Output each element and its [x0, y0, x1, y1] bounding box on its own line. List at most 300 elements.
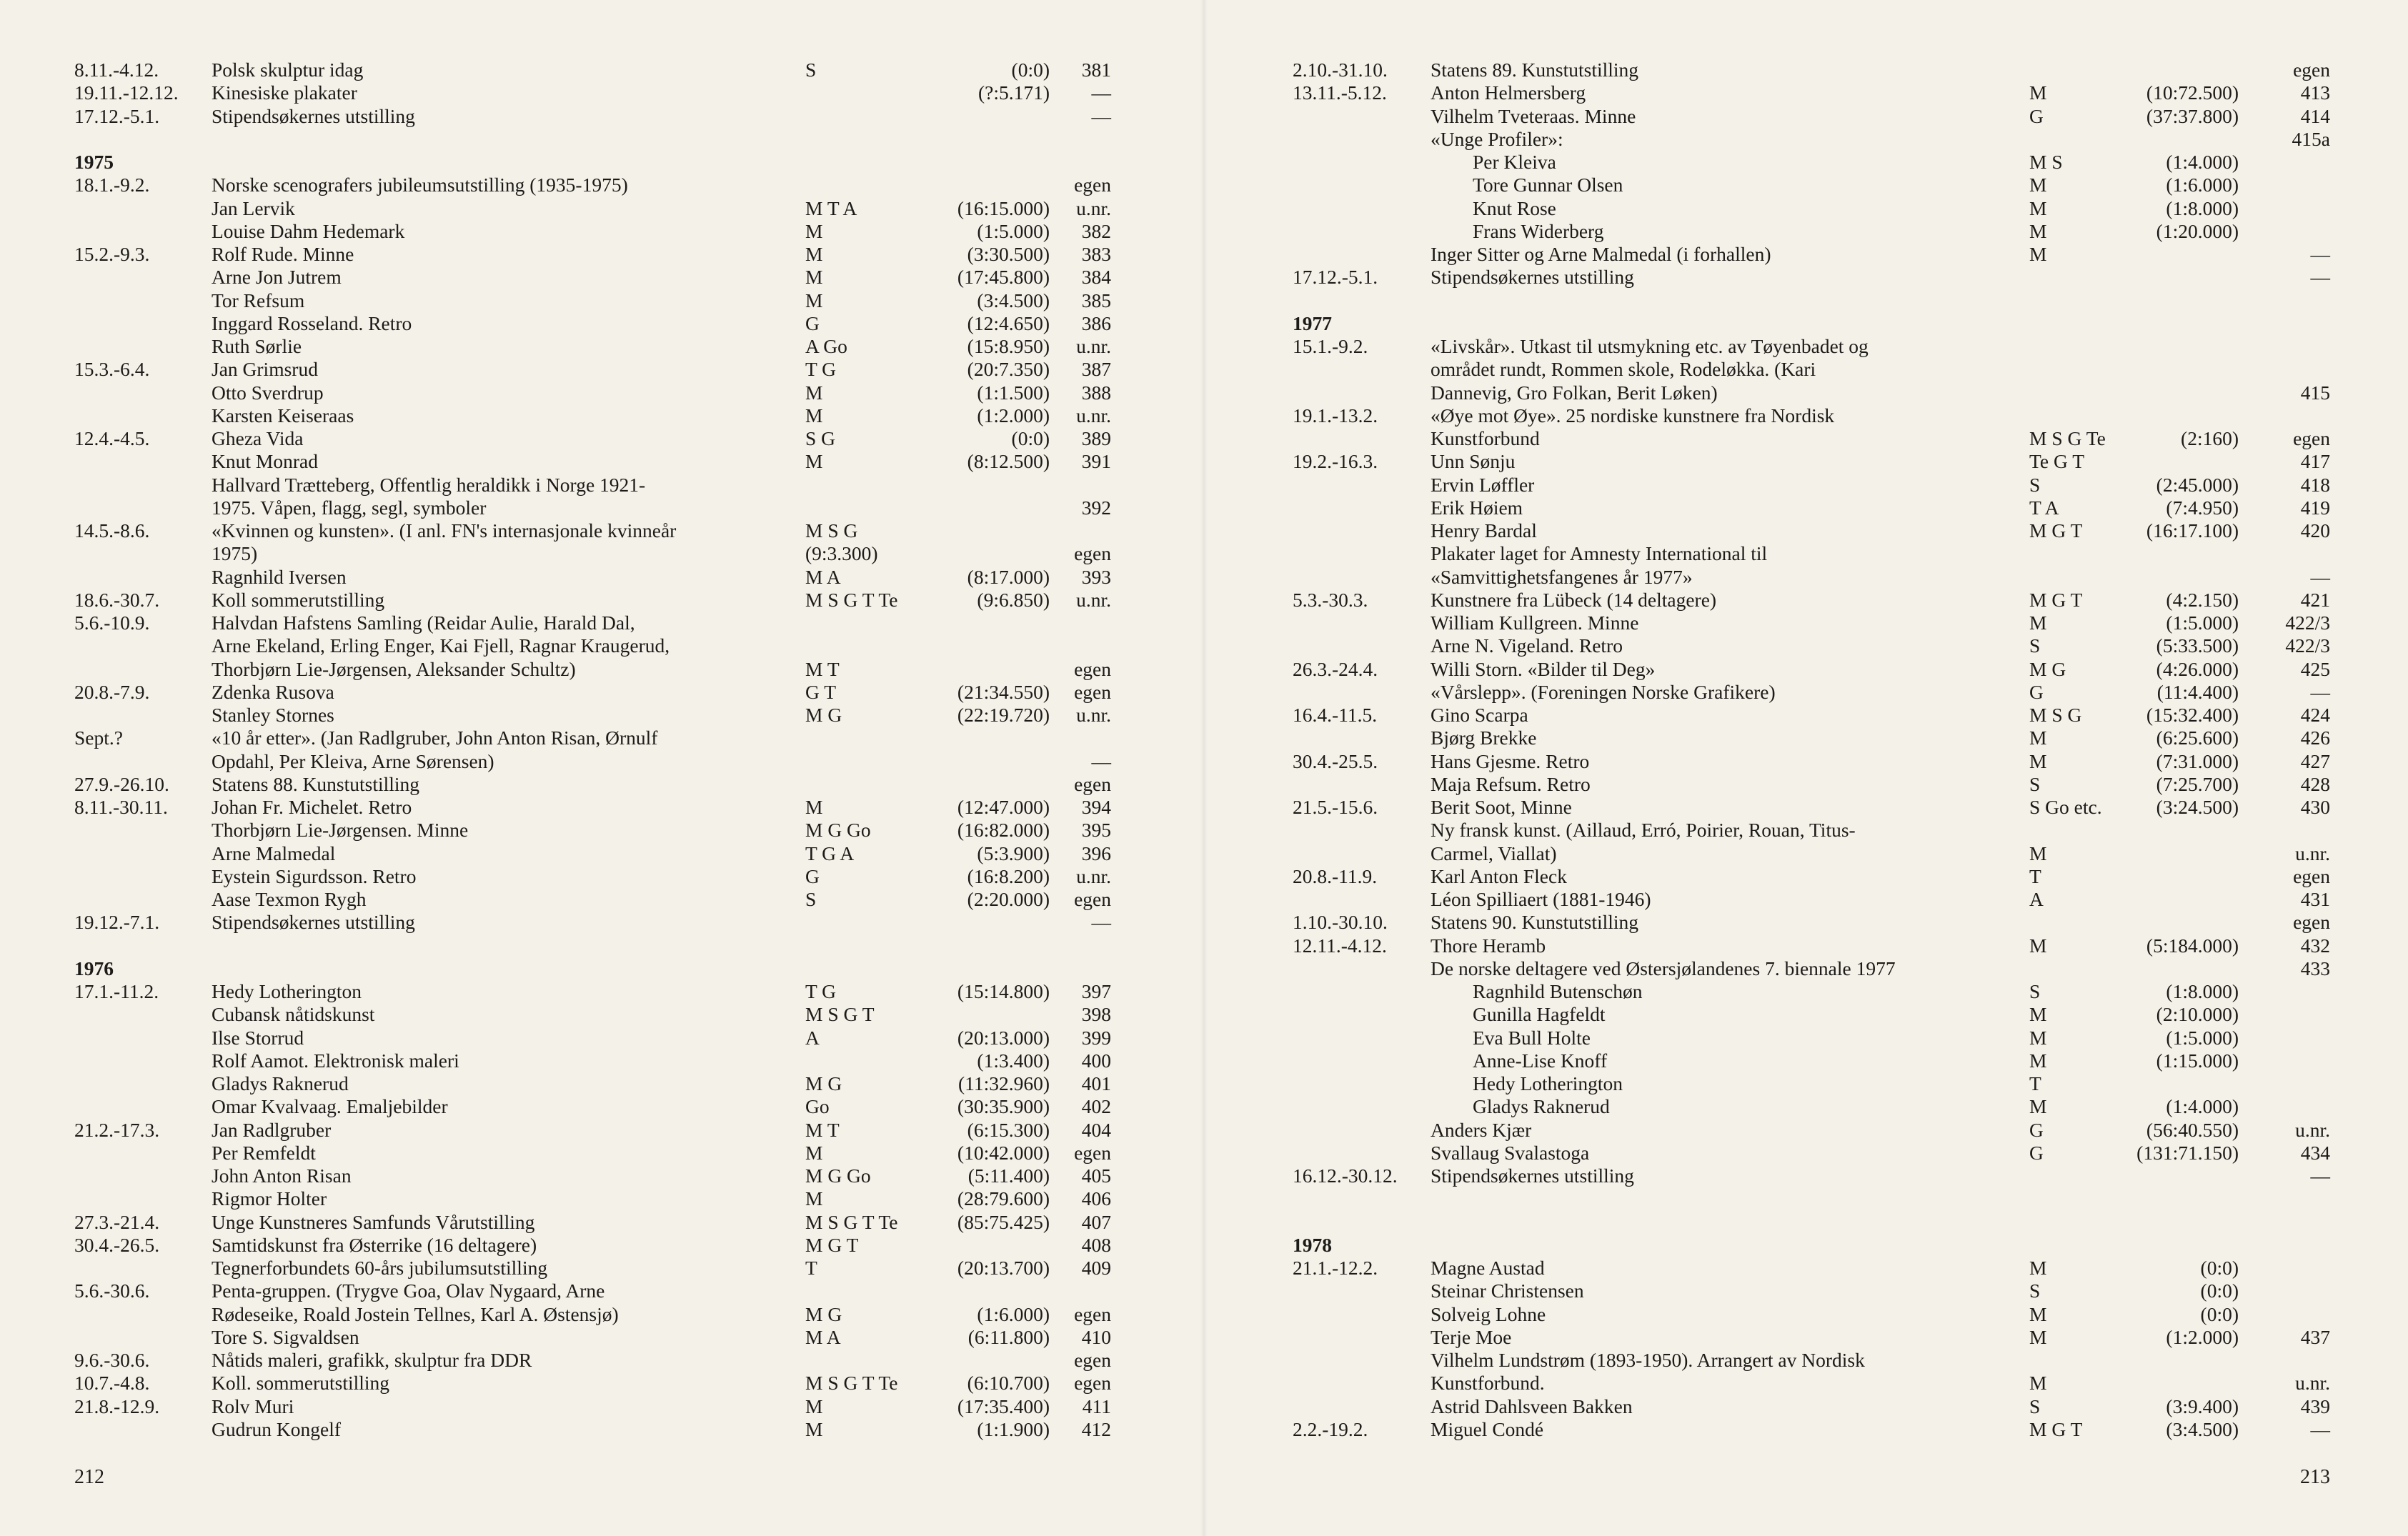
catalog-number-cell: 422/3 — [2285, 612, 2330, 634]
title-cell: Maja Refsum. Retro — [1431, 772, 1591, 795]
catalog-number-cell: — — [2310, 266, 2330, 289]
title-cell: Omar Kvalvaag. Emaljebilder — [212, 1095, 448, 1118]
catalog-number-cell: — — [2310, 565, 2330, 588]
exhibition-row — [0, 842, 1204, 865]
title-cell: Gheza Vida — [212, 427, 304, 449]
exhibition-row — [0, 312, 1204, 335]
count-cell: (11:4.400) — [2156, 680, 2239, 703]
technique-cell: A Go — [805, 335, 847, 357]
title-cell: Terje Moe — [1431, 1325, 1512, 1348]
exhibition-row — [1204, 773, 2408, 796]
count-cell: (2:10.000) — [2156, 1003, 2239, 1026]
page-number-left: 212 — [74, 1466, 104, 1488]
count-cell: (1:1.900) — [977, 1417, 1050, 1440]
catalog-number-cell: 387 — [1081, 358, 1111, 381]
title-cell: Thorbjørn Lie-Jørgensen, Aleksander Schultz) — [212, 657, 576, 680]
count-cell: (8:17.000) — [967, 565, 1050, 588]
date-cell: Sept.? — [74, 727, 123, 749]
exhibition-row — [1204, 358, 2408, 381]
title-cell: Ilse Storrud — [212, 1026, 304, 1049]
exhibition-row — [1204, 81, 2408, 104]
exhibition-row — [0, 980, 1204, 1003]
exhibition-row — [1204, 266, 2408, 289]
exhibition-row — [1204, 1119, 2408, 1142]
technique-cell: M — [2029, 1257, 2047, 1279]
count-cell: (10:72.500) — [2146, 81, 2239, 104]
date-cell: 1977 — [1293, 311, 1332, 334]
exhibition-row — [1204, 497, 2408, 519]
technique-cell: M — [805, 404, 823, 427]
title-cell: Halvdan Hafstens Samling (Reidar Aulie, Harald Dal, — [212, 612, 635, 634]
exhibition-row — [1204, 151, 2408, 174]
title-cell: Plakater laget for Amnesty International til — [1431, 542, 1768, 565]
exhibition-row — [0, 1395, 1204, 1418]
title-cell: «Øye mot Øye». 25 nordiske kunstnere fra Nordisk — [1431, 404, 1835, 427]
title-cell: Unge Kunstneres Samfunds Vårutstilling — [212, 1210, 535, 1233]
technique-cell: G — [2029, 1141, 2044, 1164]
catalog-number-cell: — — [2310, 243, 2330, 265]
count-cell: (1:4.000) — [2166, 1095, 2239, 1118]
exhibition-row — [1204, 704, 2408, 727]
title-cell: Samtidskunst fra Østerrike (16 deltagere) — [212, 1233, 537, 1256]
technique-cell: M — [2029, 1049, 2047, 1072]
count-cell: (4:26.000) — [2156, 657, 2239, 680]
exhibition-row — [1204, 681, 2408, 704]
technique-cell: T G — [805, 980, 837, 1002]
exhibition-row — [0, 681, 1204, 704]
title-cell: Hedy Lotherington — [1473, 1072, 1623, 1094]
exhibition-row — [1204, 957, 2408, 980]
exhibition-row — [0, 243, 1204, 266]
exhibition-row — [1204, 589, 2408, 612]
catalog-number-cell: 385 — [1081, 289, 1111, 311]
count-cell: (1:5.000) — [977, 219, 1050, 242]
exhibition-row — [1204, 427, 2408, 450]
technique-cell: G — [2029, 1118, 2044, 1141]
exhibition-row — [1204, 1326, 2408, 1349]
title-cell: Stipendsøkernes utstilling — [1431, 1165, 1634, 1187]
title-cell: Gudrun Kongelf — [212, 1417, 342, 1440]
exhibition-row — [0, 81, 1204, 104]
title-cell: «Samvittighetsfangenes år 1977» — [1431, 565, 1693, 588]
catalog-number-cell: 381 — [1081, 59, 1111, 81]
count-cell: (20:13.700) — [957, 1257, 1050, 1279]
catalog-number-cell: egen — [1074, 888, 1111, 910]
technique-cell: M — [2029, 1325, 2047, 1348]
date-cell: 1978 — [1293, 1233, 1332, 1256]
title-cell: Kunstnere fra Lübeck (14 deltagere) — [1431, 588, 1717, 611]
title-cell: Hans Gjesme. Retro — [1431, 749, 1590, 772]
technique-cell: S — [2029, 772, 2041, 795]
catalog-number-cell: 411 — [1082, 1395, 1111, 1417]
exhibition-row — [0, 750, 1204, 773]
count-cell: (5:11.400) — [967, 1165, 1050, 1187]
title-cell: Jan Radlgruber — [212, 1118, 332, 1141]
date-cell: 21.5.-15.6. — [1293, 796, 1378, 818]
exhibition-row — [1204, 980, 2408, 1003]
exhibition-row — [1204, 612, 2408, 634]
technique-cell: M — [2029, 727, 2047, 749]
count-cell: (16:82.000) — [957, 819, 1050, 842]
date-cell: 12.11.-4.12. — [1293, 934, 1387, 957]
title-cell: Steinar Christensen — [1431, 1280, 1584, 1302]
title-cell: Anders Kjær — [1431, 1118, 1532, 1141]
catalog-number-cell: 415 — [2300, 381, 2330, 404]
catalog-number-cell: 425 — [2300, 657, 2330, 680]
technique-cell: M S G Te — [2029, 427, 2106, 449]
exhibition-row — [1204, 819, 2408, 842]
technique-cell: M A — [805, 1325, 841, 1348]
catalog-number-cell: 399 — [1081, 1026, 1111, 1049]
technique-cell: S — [2029, 473, 2041, 496]
year-heading — [0, 151, 1204, 174]
catalog-number-cell: 396 — [1081, 842, 1111, 864]
technique-cell: M T A — [805, 196, 857, 219]
catalog-number-cell: 388 — [1081, 381, 1111, 404]
title-cell: Stipendsøkernes utstilling — [212, 911, 415, 934]
title-cell: Ruth Sørlie — [212, 335, 302, 357]
count-cell: (2:45.000) — [2156, 473, 2239, 496]
count-cell: (3:4.500) — [977, 289, 1050, 311]
title-cell: Vilhelm Lundstrøm (1893-1950). Arrangert av Nordisk — [1431, 1349, 1865, 1371]
exhibition-row — [0, 819, 1204, 842]
title-cell: Rødeseike, Roald Jostein Tellnes, Karl A. Østensjø) — [212, 1302, 619, 1325]
title-cell: Jan Grimsrud — [212, 358, 318, 381]
title-cell: Statens 88. Kunstutstilling — [212, 772, 420, 795]
technique-cell: M G — [805, 704, 842, 726]
exhibition-row — [1204, 888, 2408, 911]
count-cell: (1:4.000) — [2166, 151, 2239, 173]
exhibition-row — [1204, 1027, 2408, 1049]
exhibition-row — [1204, 1372, 2408, 1395]
exhibition-row — [1204, 381, 2408, 404]
title-cell: 1975) — [212, 542, 258, 565]
catalog-number-cell: egen — [2293, 59, 2330, 81]
count-cell: (1:5.000) — [2166, 1026, 2239, 1049]
technique-cell: M — [805, 219, 823, 242]
technique-cell: M — [2029, 749, 2047, 772]
technique-cell: M S G T Te — [805, 588, 898, 611]
exhibition-row — [0, 1211, 1204, 1234]
title-cell: Gunilla Hagfeldt — [1473, 1003, 1606, 1026]
title-cell: Karl Anton Fleck — [1431, 864, 1567, 887]
technique-cell: S Go etc. — [2029, 796, 2102, 818]
title-cell: Miguel Condé — [1431, 1417, 1544, 1440]
date-cell: 18.6.-30.7. — [74, 588, 160, 611]
catalog-number-cell: u.nr. — [2295, 1118, 2330, 1141]
catalog-number-cell: 421 — [2300, 588, 2330, 611]
date-cell: 21.2.-17.3. — [74, 1118, 160, 1141]
date-cell: 30.4.-25.5. — [1293, 749, 1378, 772]
catalog-number-cell: 401 — [1081, 1072, 1111, 1094]
technique-cell: M S G — [805, 519, 858, 542]
date-cell: 8.11.-4.12. — [74, 59, 159, 81]
technique-cell: G — [805, 864, 820, 887]
exhibition-row — [1204, 796, 2408, 819]
exhibition-row — [0, 450, 1204, 473]
exhibition-row — [0, 474, 1204, 497]
catalog-number-cell: u.nr. — [1076, 864, 1111, 887]
title-cell: området rundt, Rommen skole, Rodeløkka. (Kari — [1431, 358, 1816, 381]
catalog-number-cell: egen — [1074, 1349, 1111, 1371]
exhibition-row — [1204, 128, 2408, 151]
title-cell: Koll. sommerutstilling — [212, 1372, 390, 1395]
date-cell: 17.12.-5.1. — [74, 104, 160, 127]
exhibition-row — [1204, 197, 2408, 220]
title-cell: Jan Lervik — [212, 196, 295, 219]
catalog-number-cell: egen — [1074, 1302, 1111, 1325]
exhibition-row — [1204, 404, 2408, 427]
count-cell: (56:40.550) — [2146, 1118, 2239, 1141]
count-cell: (8:12.500) — [967, 450, 1050, 473]
count-cell: (15:32.400) — [2146, 704, 2239, 726]
title-cell: Kinesiske plakater — [212, 81, 357, 104]
catalog-number-cell: 426 — [2300, 727, 2330, 749]
title-cell: Eystein Sigurdsson. Retro — [212, 864, 417, 887]
catalog-number-cell: 434 — [2300, 1141, 2330, 1164]
catalog-number-cell: u.nr. — [1076, 404, 1111, 427]
technique-cell: S — [805, 888, 817, 910]
title-cell: Tegnerforbundets 60-års jubilumsutstilling — [212, 1257, 548, 1279]
catalog-number-cell: 414 — [2300, 104, 2330, 127]
exhibition-row — [0, 612, 1204, 634]
title-cell: Stipendsøkernes utstilling — [212, 104, 415, 127]
technique-cell: M — [805, 1141, 823, 1164]
technique-cell: S — [2029, 634, 2041, 657]
exhibition-row — [1204, 842, 2408, 865]
title-cell: Rigmor Holter — [212, 1187, 327, 1210]
exhibition-row — [1204, 474, 2408, 497]
title-cell: «Vårslepp». (Foreningen Norske Grafikere) — [1431, 680, 1776, 703]
exhibition-row — [0, 566, 1204, 589]
count-cell: (2:20.000) — [967, 888, 1050, 910]
technique-cell: M T — [805, 1118, 840, 1141]
catalog-number-cell: 410 — [1081, 1325, 1111, 1348]
title-cell: Arne Jon Jutrem — [212, 266, 342, 289]
title-cell: John Anton Risan — [212, 1165, 352, 1187]
catalog-number-cell: 413 — [2300, 81, 2330, 104]
technique-cell: S G — [805, 427, 836, 449]
exhibition-row — [0, 704, 1204, 727]
count-cell: (15:8.950) — [967, 335, 1050, 357]
count-cell: (6:15.300) — [967, 1118, 1050, 1141]
title-cell: De norske deltagere ved Østersjølandenes 7. biennale 1977 — [1431, 957, 1896, 979]
catalog-number-cell: 404 — [1081, 1118, 1111, 1141]
title-cell: Per Kleiva — [1473, 151, 1556, 173]
count-cell: (21:34.550) — [957, 680, 1050, 703]
technique-cell: S — [805, 59, 817, 81]
technique-cell: M — [2029, 842, 2047, 864]
title-cell: Stipendsøkernes utstilling — [1431, 266, 1634, 289]
exhibition-row — [1204, 59, 2408, 81]
date-cell: 10.7.-4.8. — [74, 1372, 150, 1395]
count-cell: (10:42.000) — [957, 1141, 1050, 1164]
catalog-number-cell: 407 — [1081, 1210, 1111, 1233]
date-cell: 19.2.-16.3. — [1293, 450, 1378, 473]
catalog-number-cell: 391 — [1081, 450, 1111, 473]
catalog-number-cell: — — [2310, 680, 2330, 703]
count-cell: (0:0) — [1011, 427, 1050, 449]
exhibition-row — [1204, 934, 2408, 957]
technique-cell: M — [2029, 934, 2047, 957]
date-cell: 15.3.-6.4. — [74, 358, 150, 381]
count-cell: (22:19.720) — [957, 704, 1050, 726]
title-cell: Arne Malmedal — [212, 842, 336, 864]
title-cell: Arne N. Vigeland. Retro — [1431, 634, 1623, 657]
catalog-number-cell: 398 — [1081, 1003, 1111, 1026]
exhibition-row — [0, 888, 1204, 911]
count-cell: (3:9.400) — [2166, 1395, 2239, 1417]
technique-cell: G — [805, 311, 820, 334]
catalog-number-cell: egen — [1074, 174, 1111, 196]
exhibition-row — [0, 220, 1204, 243]
exhibition-row — [0, 1303, 1204, 1326]
technique-cell: M — [2029, 1095, 2047, 1118]
exhibition-row — [0, 1372, 1204, 1395]
technique-cell: T — [805, 1257, 817, 1279]
exhibition-row — [0, 1349, 1204, 1372]
title-cell: Ragnhild Iversen — [212, 565, 347, 588]
count-cell: (28:79.600) — [957, 1187, 1050, 1210]
exhibition-row — [1204, 1349, 2408, 1372]
technique-cell: M — [805, 381, 823, 404]
count-cell: (3:30.500) — [967, 243, 1050, 265]
title-cell: Ragnhild Butenschøn — [1473, 980, 1643, 1002]
exhibition-row — [1204, 658, 2408, 681]
technique-cell: M G T — [2029, 1417, 2083, 1440]
exhibition-row — [0, 773, 1204, 796]
catalog-number-cell: 409 — [1081, 1257, 1111, 1279]
exhibition-row — [1204, 289, 2408, 312]
count-cell: (12:47.000) — [957, 796, 1050, 818]
date-cell: 1976 — [74, 957, 114, 979]
exhibition-row — [0, 197, 1204, 220]
catalog-number-cell: 389 — [1081, 427, 1111, 449]
title-cell: Unn Sønju — [1431, 450, 1516, 473]
catalog-number-cell: 417 — [2300, 450, 2330, 473]
title-cell: Henry Bardal — [1431, 519, 1537, 542]
count-cell: (15:14.800) — [957, 980, 1050, 1002]
count-cell: (131:71.150) — [2136, 1141, 2239, 1164]
count-cell: (1:2.000) — [2166, 1325, 2239, 1348]
exhibition-row — [1204, 1395, 2408, 1418]
exhibition-row — [0, 335, 1204, 358]
catalog-number-cell: 415a — [2292, 127, 2330, 150]
technique-cell: M — [2029, 612, 2047, 634]
title-cell: Solveig Lohne — [1431, 1302, 1546, 1325]
exhibition-row — [0, 796, 1204, 819]
exhibition-row — [0, 865, 1204, 888]
technique-cell: M — [2029, 1026, 2047, 1049]
title-cell: «Kvinnen og kunsten». (I anl. FN's internasjonale kvinneår — [212, 519, 677, 542]
catalog-number-cell: — — [2310, 1165, 2330, 1187]
technique-cell: M — [2029, 1003, 2047, 1026]
title-cell: Kunstforbund. — [1431, 1372, 1545, 1395]
catalog-number-cell: egen — [2293, 427, 2330, 449]
title-cell: Johan Fr. Michelet. Retro — [212, 796, 412, 818]
technique-cell: T — [2029, 1072, 2041, 1094]
technique-cell: M — [805, 289, 823, 311]
technique-cell: M S G T — [805, 1003, 875, 1026]
title-cell: Penta-gruppen. (Trygve Goa, Olav Nygaard, Arne — [212, 1280, 605, 1302]
exhibition-row — [1204, 335, 2408, 358]
date-cell: 15.1.-9.2. — [1293, 335, 1368, 357]
catalog-number-cell: 420 — [2300, 519, 2330, 542]
technique-cell: G — [2029, 104, 2044, 127]
exhibition-row — [1204, 727, 2408, 749]
technique-cell: M G — [805, 1302, 842, 1325]
exhibition-row — [1204, 1257, 2408, 1280]
title-cell: Statens 89. Kunstutstilling — [1431, 59, 1639, 81]
title-cell: Gladys Raknerud — [1473, 1095, 1610, 1118]
catalog-number-cell: 406 — [1081, 1187, 1111, 1210]
count-cell: (37:37.800) — [2146, 104, 2239, 127]
exhibition-row — [0, 934, 1204, 957]
count-cell: (6:25.600) — [2156, 727, 2239, 749]
exhibition-row — [0, 105, 1204, 128]
catalog-number-cell: 428 — [2300, 772, 2330, 795]
date-cell: 21.8.-12.9. — [74, 1395, 160, 1417]
exhibition-row — [0, 589, 1204, 612]
technique-cell: T G — [805, 358, 837, 381]
title-cell: Tor Refsum — [212, 289, 305, 311]
exhibition-row — [0, 1119, 1204, 1142]
count-cell: (5:3.900) — [977, 842, 1050, 864]
exhibition-row — [0, 634, 1204, 657]
date-cell: 27.9.-26.10. — [74, 772, 169, 795]
catalog-number-cell: 394 — [1081, 796, 1111, 818]
date-cell: 21.1.-12.2. — [1293, 1257, 1378, 1279]
title-cell: Erik Høiem — [1431, 496, 1523, 519]
exhibition-row — [1204, 1303, 2408, 1326]
title-cell: Inger Sitter og Arne Malmedal (i forhallen) — [1431, 243, 1771, 265]
technique-cell: M G Go — [805, 1165, 871, 1187]
catalog-number-cell: 418 — [2300, 473, 2330, 496]
date-cell: 30.4.-26.5. — [74, 1233, 160, 1256]
catalog-number-cell: 439 — [2300, 1395, 2330, 1417]
exhibition-row — [0, 1418, 1204, 1441]
exhibition-row — [1204, 865, 2408, 888]
catalog-number-cell: u.nr. — [1076, 704, 1111, 726]
title-cell: Louise Dahm Hedemark — [212, 219, 405, 242]
year-heading — [1204, 312, 2408, 335]
exhibition-row — [1204, 750, 2408, 773]
technique-cell: M — [805, 1187, 823, 1210]
title-cell: Magne Austad — [1431, 1257, 1545, 1279]
technique-cell: (9:3.300) — [805, 542, 878, 565]
exhibition-row — [0, 911, 1204, 934]
catalog-number-cell: 424 — [2300, 704, 2330, 726]
catalog-number-cell: 405 — [1081, 1165, 1111, 1187]
exhibition-row — [0, 542, 1204, 565]
title-cell: Inggard Rosseland. Retro — [212, 311, 412, 334]
date-cell: 27.3.-21.4. — [74, 1210, 160, 1233]
technique-cell: M — [805, 243, 823, 265]
exhibition-row — [0, 1165, 1204, 1187]
title-cell: Eva Bull Holte — [1473, 1026, 1591, 1049]
title-cell: Carmel, Viallat) — [1431, 842, 1557, 864]
exhibition-row — [0, 1095, 1204, 1118]
title-cell: Hallvard Trætteberg, Offentlig heraldikk i Norge 1921- — [212, 473, 646, 496]
technique-cell: G T — [805, 680, 837, 703]
technique-cell: M — [805, 1417, 823, 1440]
date-cell: 16.4.-11.5. — [1293, 704, 1378, 726]
catalog-number-cell: 386 — [1081, 311, 1111, 334]
title-cell: «10 år etter». (Jan Radlgruber, John Anton Risan, Ørnulf — [212, 727, 658, 749]
title-cell: Bjørg Brekke — [1431, 727, 1537, 749]
technique-cell: M — [805, 796, 823, 818]
technique-cell: S — [2029, 1280, 2041, 1302]
